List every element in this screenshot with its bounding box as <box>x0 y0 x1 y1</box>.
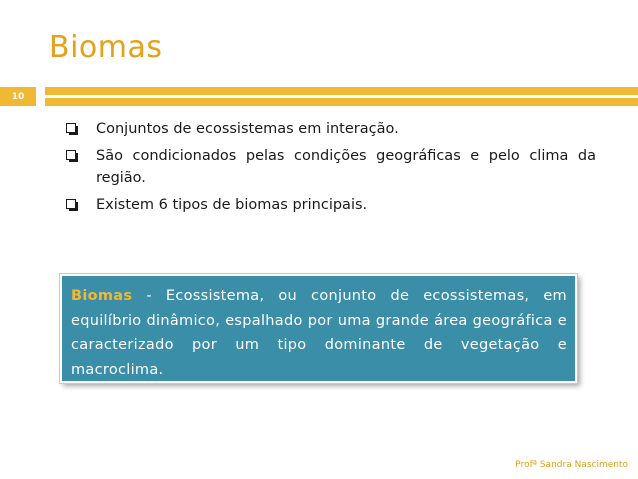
slide-title: Biomas <box>49 30 163 65</box>
title-rule-line <box>45 95 638 98</box>
bullet-text: Existem 6 tipos de biomas principais. <box>96 197 368 213</box>
bullet-list <box>66 118 596 221</box>
bullet-text: São condicionados pelas condições geográficas e pelo clima da região. <box>96 148 596 186</box>
list-item <box>66 194 596 216</box>
checkbox-bullet-icon <box>66 199 78 211</box>
definition-box <box>60 274 577 383</box>
checkbox-bullet-icon <box>66 123 78 135</box>
list-item <box>66 145 596 189</box>
list-item <box>66 118 596 140</box>
footer-author: Profª Sandra Nascimento <box>515 460 628 470</box>
checkbox-bullet-icon <box>66 150 78 162</box>
definition-term: Biomas <box>71 288 133 304</box>
definition-body: - Ecossistema, ou conjunto de ecossistemas, em equilíbrio dinâmico, espalhado por uma grande área geográfica e caracterizado por um tipo dominante de vegetação e macroclima. <box>71 288 567 378</box>
slide-number: 10 <box>0 87 36 106</box>
bullet-text: Conjuntos de ecossistemas em interação. <box>96 121 399 137</box>
